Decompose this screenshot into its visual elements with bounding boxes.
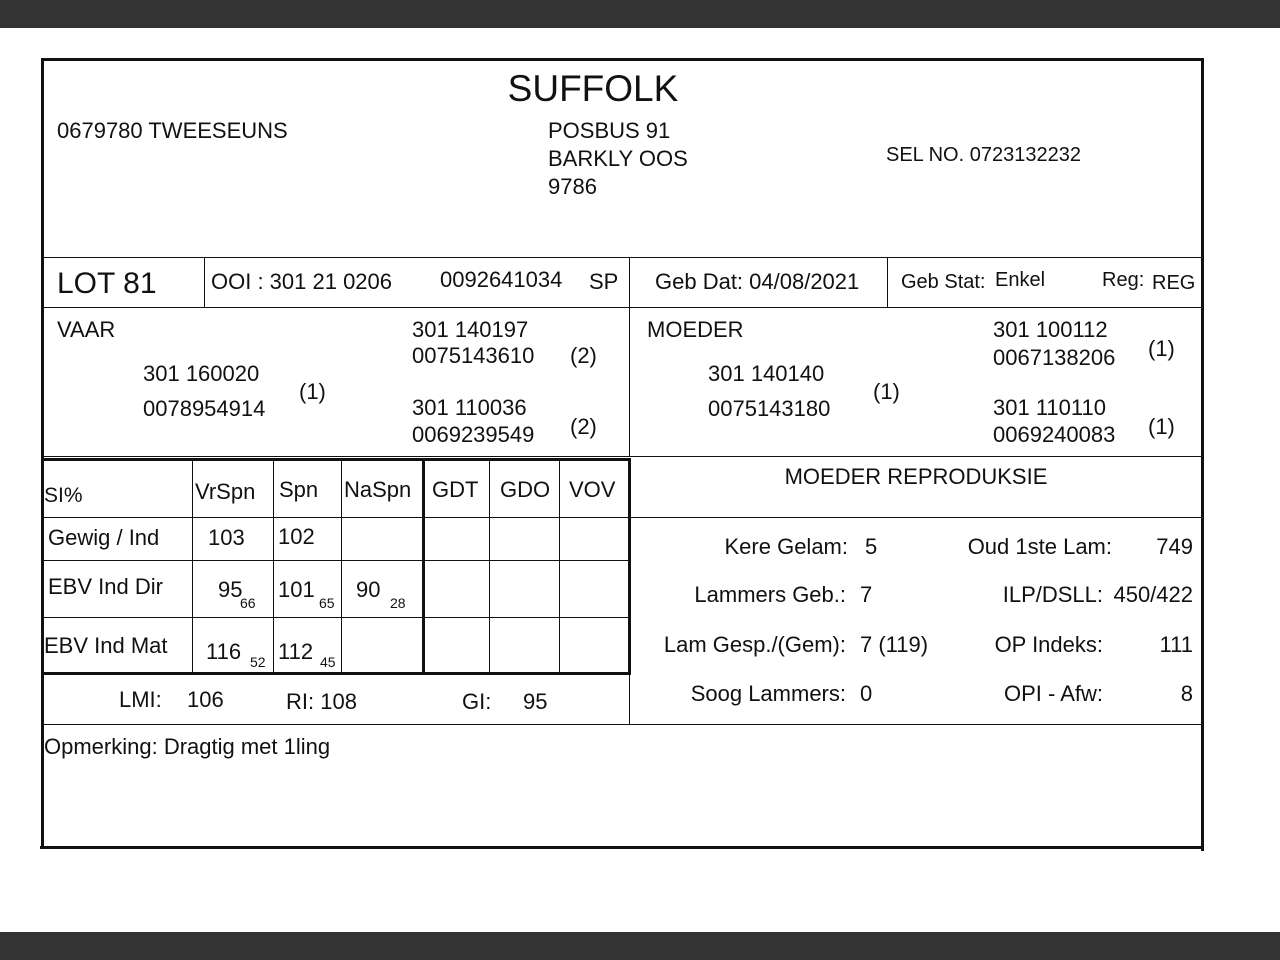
birth-status: Enkel (995, 269, 1046, 291)
row-label-ebv-ind-dir: EBV Ind Dir (48, 574, 163, 599)
oud-1ste-lam-label: Oud 1ste Lam: (967, 534, 1112, 559)
dam-sire-number: 0067138206 (993, 345, 1116, 370)
breed-title: SUFFOLK (507, 68, 679, 109)
cell-dir-spn: 101 (278, 577, 315, 602)
sire-dam-number: 0069239549 (412, 422, 535, 447)
ewe-id: OOI : 301 21 0206 (211, 269, 393, 294)
dam-sire-id: 301 100112 (993, 317, 1108, 342)
oud-1ste-lam-value: 749 (1156, 534, 1193, 559)
lmi-value: 106 (187, 687, 224, 712)
lammers-geb-value: 7 (860, 582, 873, 607)
col-header-gdt: GDT (432, 477, 479, 502)
kere-gelam-label: Kere Gelam: (724, 534, 848, 559)
birth-status-label: Geb Stat: (901, 271, 986, 293)
sire-sire-number: 0075143610 (412, 343, 535, 368)
ri-index: RI: 108 (286, 689, 357, 714)
sire-dam-id: 301 110036 (412, 395, 527, 420)
gi-value: 95 (523, 689, 548, 714)
row-label-ebv-ind-mat: EBV Ind Mat (44, 633, 168, 658)
dam-number: 0075143180 (708, 396, 831, 421)
sire-label: VAAR (57, 317, 116, 342)
sire-number: 0078954914 (143, 396, 266, 421)
address-line-3: 9786 (548, 174, 597, 199)
cell-gewig-vrspn: 103 (208, 525, 245, 550)
cell-mat-spn-accuracy: 45 (320, 654, 336, 670)
lot-number: LOT 81 (57, 267, 157, 300)
cell-mat-vrspn-accuracy: 52 (250, 654, 266, 670)
cell-mat-vrspn: 116 (206, 639, 242, 664)
dam-code: (1) (873, 379, 900, 404)
registration-number: 0092641034 (440, 267, 563, 292)
lam-gesp-label: Lam Gesp./(Gem): (663, 632, 846, 657)
bottom-border-bar (0, 932, 1280, 960)
dam-id: 301 140140 (708, 361, 825, 386)
cell-gewig-spn: 102 (278, 524, 315, 549)
remark: Opmerking: Dragtig met 1ling (44, 734, 331, 759)
sire-sire-code: (2) (570, 343, 597, 368)
ilp-dsll-value: 450/422 (1113, 582, 1193, 607)
dam-dam-code: (1) (1148, 414, 1175, 439)
reg-value: REG (1152, 272, 1196, 294)
dam-dam-id: 301 110110 (993, 395, 1106, 420)
col-header-vov: VOV (569, 477, 616, 502)
si-percent-header: SI% (44, 484, 83, 507)
registration-suffix: SP (589, 269, 619, 294)
cell-mat-spn: 112 (278, 639, 314, 664)
col-header-naspn: NaSpn (344, 477, 412, 502)
sire-code: (1) (299, 379, 326, 404)
reproduction-title: MOEDER REPRODUKSIE (784, 464, 1048, 489)
op-indeks-value: 111 (1159, 632, 1193, 657)
sire-dam-code: (2) (570, 414, 597, 439)
sire-sire-id: 301 140197 (412, 317, 529, 342)
cell-number: SEL NO. 0723132232 (886, 144, 1081, 166)
address-line-1: POSBUS 91 (548, 118, 671, 143)
col-header-vrspn: VrSpn (195, 479, 256, 504)
gi-label: GI: (462, 689, 492, 714)
kere-gelam-value: 5 (865, 534, 878, 559)
cell-dir-spn-accuracy: 65 (319, 595, 335, 611)
address-line-2: BARKLY OOS (548, 146, 688, 171)
soog-lammers-value: 0 (860, 681, 873, 706)
col-header-spn: Spn (279, 477, 319, 502)
reg-label: Reg: (1102, 269, 1145, 291)
col-header-gdo: GDO (500, 477, 551, 502)
opi-afw-label: OPI - Afw: (1003, 681, 1103, 706)
sire-id: 301 160020 (143, 361, 260, 386)
birth-date: Geb Dat: 04/08/2021 (655, 269, 860, 294)
cell-dir-vrspn: 95 (218, 577, 243, 602)
row-label-gewig-ind: Gewig / Ind (48, 525, 160, 550)
top-border-bar (0, 0, 1280, 28)
dam-label: MOEDER (647, 317, 744, 342)
lam-gesp-value: 7 (119) (860, 632, 929, 657)
breeder-name: 0679780 TWEESEUNS (57, 118, 288, 143)
cell-dir-vrspn-accuracy: 66 (240, 595, 256, 611)
cell-dir-naspn-accuracy: 28 (390, 595, 406, 611)
op-indeks-label: OP Indeks: (994, 632, 1103, 657)
dam-dam-number: 0069240083 (993, 422, 1116, 447)
dam-sire-code: (1) (1148, 336, 1175, 361)
lmi-label: LMI: (119, 687, 162, 712)
opi-afw-value: 8 (1180, 681, 1193, 706)
soog-lammers-label: Soog Lammers: (690, 681, 846, 706)
cell-dir-naspn: 90 (356, 577, 381, 602)
lammers-geb-label: Lammers Geb.: (694, 582, 846, 607)
ilp-dsll-label: ILP/DSLL: (1002, 582, 1103, 607)
